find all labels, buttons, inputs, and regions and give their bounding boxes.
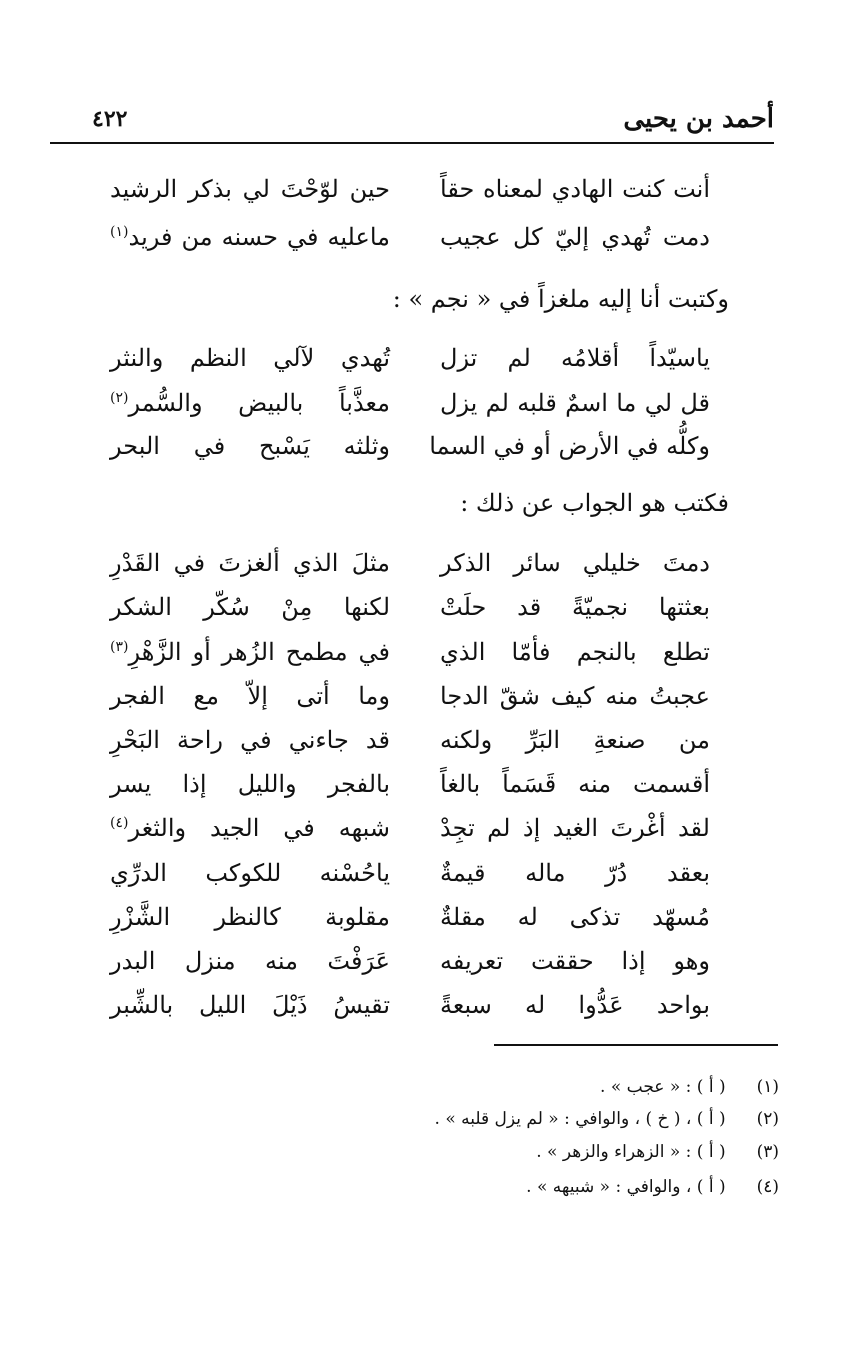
verse-first-hemistich: مُسهّد تذكى له مقلةٌ xyxy=(440,903,710,931)
footnote-text: ( أ ) ، ( خ ) ، والوافي : « لم يزل قلبه » . xyxy=(434,1109,726,1129)
verse-row xyxy=(110,982,710,1028)
verse-row xyxy=(110,540,710,586)
verse-first-hemistich: لقد أغْرتَ الغيد إذ لم تجِدْ xyxy=(440,814,710,842)
footnote-number: (٤) xyxy=(756,1177,779,1197)
verse-second-hemistich xyxy=(110,982,390,1028)
hemistich-text: لكنها مِنْ سُكّر الشكر xyxy=(110,593,390,621)
hemistich-text: تُهدي لآلي النظم والنثر xyxy=(110,344,390,372)
verse-second-hemistich xyxy=(110,805,390,851)
verse-second-hemistich xyxy=(110,850,390,896)
verse-first-hemistich: بعقد دُرّ ماله قيمةٌ xyxy=(440,859,710,887)
verse-second-hemistich xyxy=(110,761,390,807)
verse-first-hemistich: بواحد عَدُّوا له سبعةً xyxy=(440,991,710,1019)
footnote xyxy=(179,1172,779,1202)
footnote xyxy=(179,1072,779,1102)
footnote-rule xyxy=(494,1044,778,1046)
intro-line: فكتب هو الجواب عن ذلك : xyxy=(460,489,729,517)
hemistich-text: وما أتى إلاّ مع الفجر xyxy=(110,682,390,710)
verse-row xyxy=(110,380,710,426)
verse-second-hemistich xyxy=(110,584,390,630)
verse-row xyxy=(110,673,710,719)
verse-second-hemistich xyxy=(110,717,390,763)
running-title: أحمد بن يحيى xyxy=(623,104,774,134)
hemistich-text: عَرَفْتَ منه منزل البدر xyxy=(110,947,390,975)
verse-second-hemistich xyxy=(110,214,390,260)
verse-first-hemistich: ياسيّداً أقلامُه لم تزل xyxy=(440,344,710,372)
footnote xyxy=(179,1137,779,1167)
verse-row xyxy=(110,423,710,469)
hemistich-text: ماعليه في حسنه من فريد xyxy=(128,223,390,251)
verse-row xyxy=(110,717,710,763)
verse-second-hemistich xyxy=(110,540,390,586)
hemistich-text: مقلوبة كالنظر الشَّزْرِ xyxy=(110,903,390,931)
verse-second-hemistich xyxy=(110,423,390,469)
verse-first-hemistich: دمتَ خليلي سائر الذكر xyxy=(440,549,710,577)
verse-second-hemistich xyxy=(110,938,390,984)
hemistich-text: ياحُسْنه للكوكب الدرِّي xyxy=(110,859,390,887)
verse-row xyxy=(110,214,710,260)
verse-row xyxy=(110,166,710,212)
footnote-number: (٢) xyxy=(756,1109,779,1129)
hemistich-text: مثلَ الذي ألغزتَ في القَدْرِ xyxy=(110,549,390,577)
footnote-marker: (١) xyxy=(110,224,129,240)
verse-second-hemistich xyxy=(110,673,390,719)
hemistich-text: في مطمح الزُهر أو الزَّهْرِ xyxy=(128,638,390,666)
page-number: ٤٢٢ xyxy=(92,106,128,132)
verse-first-hemistich: بعثتها نجميّةً قد حلَتْ xyxy=(440,593,710,621)
verse-first-hemistich: عجبتُ منه كيف شقّ الدجا xyxy=(440,682,710,710)
hemistich-text: قد جاءني في راحة البَحْرِ xyxy=(110,726,390,754)
verse-second-hemistich xyxy=(110,629,390,675)
verse-first-hemistich: تطلع بالنجم فأمّا الذي xyxy=(440,638,710,666)
hemistich-text: بالفجر والليل إذا يسر xyxy=(110,770,390,798)
footnote-text: ( أ ) : « عجب » . xyxy=(600,1077,726,1097)
footnote-marker: (٣) xyxy=(110,639,129,655)
verse-row xyxy=(110,761,710,807)
verse-second-hemistich xyxy=(110,335,390,381)
verse-first-hemistich: وكلُّه في الأرض أو في السما xyxy=(429,432,710,460)
verse-first-hemistich: أقسمت منه قَسَماً بالغاً xyxy=(440,770,710,798)
verse-row xyxy=(110,805,710,851)
verse-row xyxy=(110,335,710,381)
footnote-number: (١) xyxy=(756,1077,779,1097)
verse-row xyxy=(110,894,710,940)
verse-row xyxy=(110,850,710,896)
verse-second-hemistich xyxy=(110,166,390,212)
verse-first-hemistich: أنت كنت الهادي لمعناه حقاً xyxy=(440,175,710,203)
verse-first-hemistich: من صنعةِ البَرِّ ولكنه xyxy=(440,726,710,754)
header-rule xyxy=(50,142,774,144)
verse-first-hemistich: قل لي ما اسمٌ قلبه لم يزل xyxy=(440,389,710,417)
footnote-marker: (٤) xyxy=(110,815,129,831)
verse-row xyxy=(110,938,710,984)
verse-row xyxy=(110,584,710,630)
verse-second-hemistich xyxy=(110,380,390,426)
footnote-text: ( أ ) : « الزهراء والزهر » . xyxy=(536,1142,726,1162)
footnote-marker: (٢) xyxy=(110,390,129,406)
verse-first-hemistich: دمت تُهدي إليّ كل عجيب xyxy=(440,223,710,251)
footnote-text: ( أ ) ، والوافي : « شبيهه » . xyxy=(526,1177,726,1197)
hemistich-text: معذَّباً بالبيض والسُّمر xyxy=(128,389,390,417)
intro-line: وكتبت أنا إليه ملغزاً في « نجم » : xyxy=(392,285,729,313)
running-header xyxy=(50,100,774,140)
verse-row xyxy=(110,629,710,675)
footnote xyxy=(179,1104,779,1134)
footnote-number: (٣) xyxy=(756,1142,779,1162)
verse-second-hemistich xyxy=(110,894,390,940)
verse-first-hemistich: وهو إذا حققت تعريفه xyxy=(440,947,710,975)
hemistich-text: وثلثه يَسْبح في البحر xyxy=(110,432,390,460)
hemistich-text: حين لوّحْتَ لي بذكر الرشيد xyxy=(110,175,390,203)
hemistich-text: شبهه في الجيد والثغر xyxy=(128,814,390,842)
hemistich-text: تقيسُ ذَيْلَ الليل بالشِّبر xyxy=(110,991,390,1019)
